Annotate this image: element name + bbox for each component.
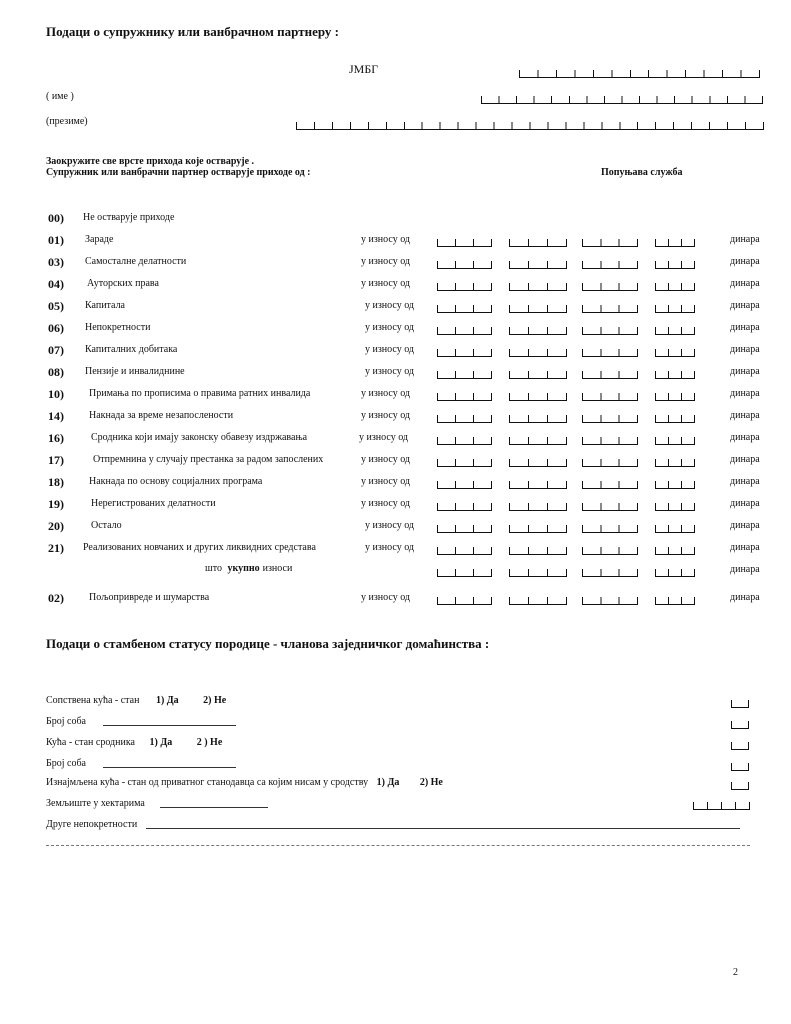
income-code[interactable]: 10) — [48, 387, 64, 401]
income-currency-label: динара — [730, 322, 760, 333]
own-house-label — [46, 695, 226, 706]
income-amount-field[interactable] — [437, 503, 492, 511]
income-label: Реализованих новчаних и других ликвидних средстава — [83, 542, 316, 553]
income-amount-field[interactable] — [655, 525, 695, 533]
income-amount-field[interactable] — [437, 261, 492, 269]
income-code[interactable]: 17) — [48, 453, 64, 467]
income-currency-label: динара — [730, 498, 760, 509]
other-property-field[interactable] — [146, 828, 740, 829]
income-amount-field[interactable] — [582, 371, 638, 379]
rooms-box-1[interactable] — [731, 721, 749, 729]
income-code[interactable]: 06) — [48, 321, 64, 335]
housing-heading: Подаци о стамбеном статусу породице - чланова заједничког домаћинства : — [46, 636, 490, 651]
income-amount-field[interactable] — [509, 239, 567, 247]
income-amount-field[interactable] — [582, 283, 638, 291]
income-amount-field[interactable] — [509, 349, 567, 357]
income-amount-label: у износу од — [361, 410, 411, 421]
income-label: Пензије и инвалиднине — [85, 366, 185, 377]
total-currency-label: динара — [730, 564, 760, 575]
income-code[interactable]: 07) — [48, 343, 64, 357]
income-amount-field[interactable] — [582, 525, 638, 533]
income-amount-field[interactable] — [582, 261, 638, 269]
total-amount-field[interactable] — [582, 569, 638, 577]
income-amount-field[interactable] — [655, 459, 695, 467]
income-amount-field[interactable] — [437, 239, 492, 247]
income-amount-field[interactable] — [582, 481, 638, 489]
own-house-text: Сопствена кућа - стан — [46, 695, 140, 706]
other-property-label: Друге непокретности — [46, 819, 138, 830]
income-amount-label: у износу од — [361, 476, 411, 487]
income-amount-field[interactable] — [655, 437, 695, 445]
income-amount-field[interactable] — [509, 503, 567, 511]
income-currency-label: динара — [730, 278, 760, 289]
income-amount-field[interactable] — [582, 327, 638, 335]
rented-yes[interactable]: 1) Да — [376, 777, 400, 788]
income-amount-field[interactable] — [655, 503, 695, 511]
income-code[interactable]: 02) — [48, 591, 64, 605]
income-label: Самосталне делатности — [85, 256, 187, 267]
name-field[interactable] — [481, 96, 763, 104]
income-label: Ауторских права — [87, 278, 159, 289]
income-amount-field[interactable] — [655, 283, 695, 291]
income-amount-field[interactable] — [582, 437, 638, 445]
total-amount-field[interactable] — [509, 569, 567, 577]
income-code[interactable]: 05) — [48, 299, 64, 313]
income-amount-field[interactable] — [509, 597, 567, 605]
rooms-label-1: Број соба — [46, 716, 86, 727]
income-label: Примања по прописима о правима ратних инвалида — [89, 388, 311, 399]
income-amount-label: у износу од — [361, 454, 411, 465]
income-amount-field[interactable] — [655, 481, 695, 489]
income-amount-field[interactable] — [509, 371, 567, 379]
rented-text: Изнајмљена кућа - стан од приватног станодавца са којим нисам у сродству — [46, 777, 369, 788]
income-label: Остало — [91, 520, 122, 531]
income-amount-field[interactable] — [655, 261, 695, 269]
income-amount-field[interactable] — [437, 393, 492, 401]
income-label: Сродника који имају законску обавезу издржавања — [91, 432, 308, 443]
spouse-heading: Подаци о супружнику или ванбрачном партнеру : — [46, 24, 339, 39]
land-field[interactable] — [160, 807, 268, 808]
surname-field[interactable] — [296, 122, 764, 130]
income-code[interactable]: 00) — [48, 211, 64, 225]
total-bold: укупно — [227, 563, 260, 574]
income-amount-label: у износу од — [359, 432, 409, 443]
income-code[interactable]: 18) — [48, 475, 64, 489]
income-amount-field[interactable] — [655, 349, 695, 357]
income-amount-field[interactable] — [655, 371, 695, 379]
income-instruction-1: Заокружите све врсте прихода које остварује . — [46, 156, 255, 167]
income-currency-label: динара — [730, 454, 760, 465]
rented-label — [46, 777, 443, 788]
income-label: Зараде — [85, 234, 114, 245]
income-code[interactable]: 14) — [48, 409, 64, 423]
income-amount-field[interactable] — [437, 305, 492, 313]
office-use-label: Попуњава служба — [601, 167, 683, 178]
income-amount-field[interactable] — [582, 547, 638, 555]
rooms-box-2[interactable] — [731, 763, 749, 771]
income-amount-field[interactable] — [509, 459, 567, 467]
income-label: Пољопривреде и шумарства — [89, 592, 210, 603]
income-label: Капитала — [85, 300, 125, 311]
income-amount-field[interactable] — [582, 349, 638, 357]
relative-house-text: Кућа - стан сродника — [46, 737, 135, 748]
rented-box[interactable] — [731, 782, 749, 790]
income-amount-field[interactable] — [437, 437, 492, 445]
income-code[interactable]: 19) — [48, 497, 64, 511]
income-label: Непокретности — [85, 322, 151, 333]
income-amount-field[interactable] — [437, 525, 492, 533]
income-label: Капиталних добитака — [85, 344, 178, 355]
income-amount-field[interactable] — [582, 415, 638, 423]
income-amount-field[interactable] — [509, 481, 567, 489]
income-amount-label: у износу од — [361, 592, 411, 603]
rooms-field-2[interactable] — [103, 767, 236, 768]
income-amount-field[interactable] — [582, 305, 638, 313]
income-amount-field[interactable] — [509, 261, 567, 269]
income-label: Отпремнина у случају престанка за радом запослених — [93, 454, 324, 465]
income-amount-field[interactable] — [582, 393, 638, 401]
income-amount-field[interactable] — [509, 305, 567, 313]
total-suffix: износи — [262, 563, 293, 574]
income-label: Не остварује приходе — [83, 212, 175, 223]
surname-label: (презиме) — [46, 116, 88, 127]
income-amount-field[interactable] — [655, 327, 695, 335]
income-currency-label: динара — [730, 520, 760, 531]
income-amount-label: у износу од — [365, 520, 415, 531]
income-currency-label: динара — [730, 592, 760, 603]
rooms-field-1[interactable] — [103, 725, 236, 726]
income-amount-field[interactable] — [582, 503, 638, 511]
income-amount-field[interactable] — [509, 393, 567, 401]
income-amount-field[interactable] — [655, 239, 695, 247]
total-amount-field[interactable] — [437, 569, 492, 577]
income-code[interactable]: 03) — [48, 255, 64, 269]
income-code[interactable]: 20) — [48, 519, 64, 533]
income-amount-field[interactable] — [582, 239, 638, 247]
own-house-no[interactable]: 2) Не — [203, 695, 227, 706]
land-box[interactable] — [693, 802, 750, 810]
income-amount-field[interactable] — [509, 437, 567, 445]
income-amount-field[interactable] — [437, 459, 492, 467]
income-currency-label: динара — [730, 234, 760, 245]
total-amount-field[interactable] — [655, 569, 695, 577]
name-label: ( име ) — [46, 91, 74, 102]
income-amount-field[interactable] — [437, 597, 492, 605]
income-amount-field[interactable] — [655, 393, 695, 401]
income-amount-label: у износу од — [365, 300, 415, 311]
income-amount-field[interactable] — [509, 547, 567, 555]
income-currency-label: динара — [730, 366, 760, 377]
income-amount-field[interactable] — [509, 327, 567, 335]
income-amount-label: у износу од — [365, 322, 415, 333]
income-amount-field[interactable] — [509, 283, 567, 291]
income-amount-field[interactable] — [437, 547, 492, 555]
total-prefix: што — [205, 563, 222, 574]
income-amount-label: у износу од — [365, 542, 415, 553]
income-currency-label: динара — [730, 476, 760, 487]
jmbg-field[interactable] — [519, 70, 760, 78]
rooms-label-2: Број соба — [46, 758, 86, 769]
income-amount-field[interactable] — [437, 327, 492, 335]
income-currency-label: динара — [730, 256, 760, 267]
income-amount-field[interactable] — [437, 481, 492, 489]
income-currency-label: динара — [730, 432, 760, 443]
income-code[interactable]: 21) — [48, 541, 64, 555]
income-label: Нерегистрованих делатности — [91, 498, 216, 509]
income-amount-field[interactable] — [655, 547, 695, 555]
income-label: Накнада по основу социјалних програма — [89, 476, 263, 487]
income-currency-label: динара — [730, 410, 760, 421]
other-property-continuation[interactable] — [46, 845, 750, 846]
land-label: Земљиште у хектарима — [46, 798, 145, 809]
income-amount-field[interactable] — [655, 415, 695, 423]
income-amount-field[interactable] — [582, 459, 638, 467]
income-code[interactable]: 01) — [48, 233, 64, 247]
income-currency-label: динара — [730, 300, 760, 311]
income-amount-field[interactable] — [437, 415, 492, 423]
rented-no[interactable]: 2) Не — [419, 777, 443, 788]
income-code[interactable]: 04) — [48, 277, 64, 291]
income-label: Накнада за време незапослености — [89, 410, 234, 421]
income-amount-label: у износу од — [361, 234, 411, 245]
page-number: 2 — [733, 967, 738, 978]
income-amount-label: у износу од — [365, 366, 415, 377]
income-amount-field[interactable] — [437, 283, 492, 291]
income-amount-field[interactable] — [509, 525, 567, 533]
income-amount-label: у износу од — [361, 256, 411, 267]
relative-house-label — [46, 737, 222, 748]
income-amount-field[interactable] — [582, 597, 638, 605]
income-currency-label: динара — [730, 542, 760, 553]
own-house-yes[interactable]: 1) Да — [155, 695, 179, 706]
income-currency-label: динара — [730, 388, 760, 399]
income-amount-field[interactable] — [437, 349, 492, 357]
income-code[interactable]: 08) — [48, 365, 64, 379]
income-amount-field[interactable] — [509, 415, 567, 423]
income-amount-label: у износу од — [361, 498, 411, 509]
relative-house-no[interactable]: 2 ) Не — [196, 737, 223, 748]
income-amount-field[interactable] — [655, 305, 695, 313]
relative-house-yes[interactable]: 1) Да — [149, 737, 173, 748]
income-amount-label: у износу од — [361, 278, 411, 289]
own-house-box[interactable] — [731, 700, 749, 708]
income-amount-label: у износу од — [365, 344, 415, 355]
income-currency-label: динара — [730, 344, 760, 355]
income-amount-field[interactable] — [655, 597, 695, 605]
income-amount-label: у износу од — [361, 388, 411, 399]
total-label — [205, 563, 292, 574]
income-instruction-2: Супружник или ванбрачни партнер остварује приходе од : — [46, 167, 311, 178]
income-amount-field[interactable] — [437, 371, 492, 379]
relative-house-box[interactable] — [731, 742, 749, 750]
jmbg-label: ЈМБГ — [349, 62, 379, 76]
income-code[interactable]: 16) — [48, 431, 64, 445]
